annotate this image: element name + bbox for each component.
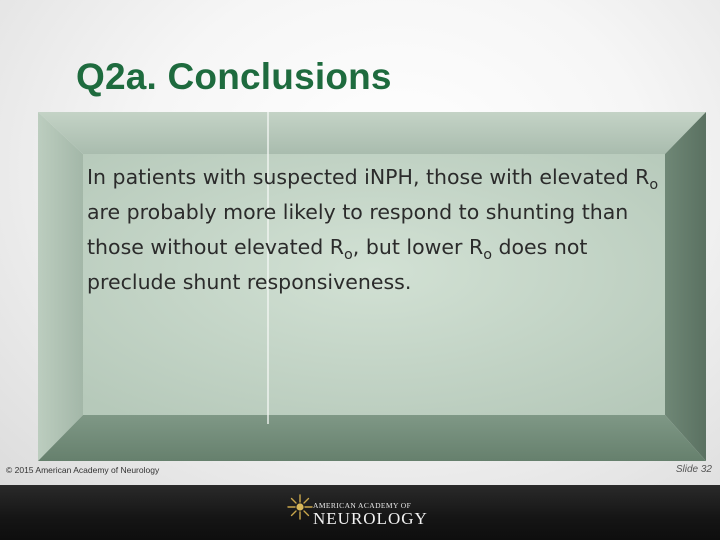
frame-bevel-right (665, 112, 706, 461)
copyright-notice: © 2015 American Academy of Neurology (6, 465, 160, 475)
conclusion-text: In patients with suspected iNPH, those with elevated $R_o$ are probably more likely to respond to shunting than those without elevated $R_o$, but lower $R_o$ does not preclude shunt responsiveness. (87, 165, 659, 294)
logo-text-top: AMERICAN ACADEMY OF (313, 501, 412, 510)
frame-bevel-left (38, 112, 83, 461)
frame-bevel-top (38, 112, 706, 154)
aan-logo (287, 492, 427, 532)
logo-text-main: NEUROLOGY (313, 509, 428, 528)
sunburst-icon (287, 494, 313, 520)
slide-title: Q2a. Conclusions (76, 56, 392, 97)
frame-bevel-bottom (38, 415, 706, 461)
slide-number: Slide 32 (675, 464, 712, 475)
